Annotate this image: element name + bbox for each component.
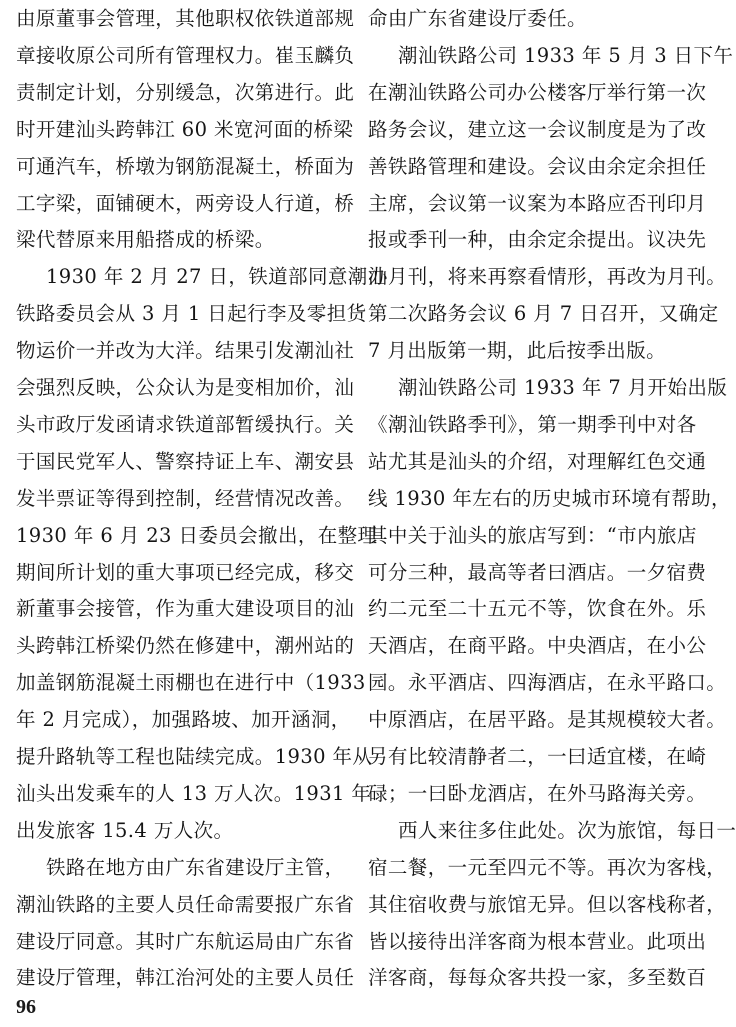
text-line: 建设厅管理，韩江治河处的主要人员任 xyxy=(16,966,355,990)
text-line: 线 1930 年左右的历史城市环境有帮助， xyxy=(368,486,731,510)
text-line: 皆以接待出洋客商为根本营业。此项出 xyxy=(368,929,707,953)
page-number: 96 xyxy=(16,996,36,1018)
text-line: 站尤其是汕头的介绍，对理解红色交通 xyxy=(368,449,707,473)
text-line: 由原董事会管理，其他职权依铁道部规 xyxy=(16,7,355,30)
text-line: 发半票证等得到控制，经营情况改善。 xyxy=(16,486,355,510)
text-line: 中原酒店，在居平路。是其规模较大者。 xyxy=(368,708,727,732)
text-line: 新董事会接管，作为重大建设项目的汕 xyxy=(16,597,355,621)
text-line: 另有比较清静者二，一曰适宜楼，在崎 xyxy=(368,745,707,768)
text-line: 可通汽车，桥墩为钢筋混凝土，桥面为 xyxy=(16,154,355,178)
text-line: 天酒店，在商平路。中央酒店，在小公 xyxy=(368,634,707,658)
text-line: 物运价一并改为大洋。结果引发潮汕社 xyxy=(16,339,355,363)
text-line: 报或季刊一种，由余定余提出。议决先 xyxy=(368,228,707,252)
text-line: 时开建汕头跨韩江 60 米宽河面的桥梁 xyxy=(16,117,354,141)
text-line: 1930 年 6 月 23 日委员会撤出，在整理 xyxy=(16,523,378,547)
text-line: 西人来往多住此处。次为旅馆，每日一 xyxy=(398,818,736,842)
text-line: 工字梁，面铺硬木，两旁设人行道，桥 xyxy=(16,191,355,215)
text-line: 办月刊，将来再察看情形，再改为月刊。 xyxy=(368,265,727,289)
text-line: 善铁路管理和建设。会议由余定余担任 xyxy=(368,154,707,178)
text-line: 铁路在地方由广东省建设厅主管， xyxy=(46,855,345,879)
text-line: 铁路委员会从 3 月 1 日起行李及零担货 xyxy=(16,302,367,326)
text-line: 期间所计划的重大事项已经完成，移交 xyxy=(16,560,355,584)
text-line: 于国民党军人、警察持证上车、潮安县 xyxy=(16,449,355,473)
text-line: 1930 年 2 月 27 日，铁道部同意潮汕 xyxy=(46,265,388,289)
text-line: 7 月出版第一期，此后按季出版。 xyxy=(368,339,667,363)
text-line: 梁代替原来用船搭成的桥梁。 xyxy=(16,228,275,252)
text-line: 其中关于汕头的旅店写到：“市内旅店 xyxy=(368,523,697,547)
text-line: 年 2 月完成），加强路坡、加开涵洞， xyxy=(16,708,351,732)
text-line: 宿二餐，一元至四元不等。再次为客栈， xyxy=(368,855,727,879)
text-line: 路务会议，建立这一会议制度是为了改 xyxy=(368,117,707,141)
text-line: 责制定计划，分别缓急，次第进行。此 xyxy=(16,80,355,104)
text-line: 加盖钢筋混凝土雨棚也在进行中（1933 xyxy=(16,671,366,695)
text-line: 园。永平酒店、四海酒店，在永平路口。 xyxy=(368,671,727,695)
text-line: 洋客商，每每众客共投一家，多至数百 xyxy=(368,966,707,990)
text-line: 提升路轨等工程也陆续完成。1930 年从 xyxy=(16,745,373,768)
text-line: 汕头出发乘车的人 13 万人次。1931 年 xyxy=(16,781,372,805)
text-line: 碌；一曰卧龙酒店，在外马路海关旁。 xyxy=(368,781,707,805)
text-line: 潮汕铁路公司 1933 年 7 月开始出版 xyxy=(398,376,728,399)
text-line: 第二次路务会议 6 月 7 日召开，又确定 xyxy=(368,302,719,326)
text-line: 出发旅客 15.4 万人次。 xyxy=(16,818,234,842)
text-line: 头市政厅发函请求铁道部暂缓执行。关 xyxy=(16,412,355,436)
text-line: 其住宿收费与旅馆无异。但以客栈称者， xyxy=(368,892,727,916)
text-line: 潮汕铁路公司 1933 年 5 月 3 日下午 xyxy=(398,43,734,67)
text-line: 《潮汕铁路季刊》，第一期季刊中对各 xyxy=(368,412,697,436)
text-line: 章接收原公司所有管理权力。崔玉麟负 xyxy=(16,43,355,67)
text-line: 命由广东省建设厅委任。 xyxy=(368,7,587,30)
text-line: 主席，会议第一议案为本路应否刊印月 xyxy=(368,191,707,215)
text-line: 约二元至二十五元不等，饮食在外。乐 xyxy=(368,597,707,621)
text-line: 建设厅同意。其时广东航运局由广东省 xyxy=(16,929,355,953)
text-line: 会强烈反映，公众认为是变相加价，汕 xyxy=(16,376,355,399)
text-line: 潮汕铁路的主要人员任命需要报广东省 xyxy=(16,892,355,916)
text-line: 头跨韩江桥梁仍然在修建中，潮州站的 xyxy=(16,634,355,658)
text-line: 在潮汕铁路公司办公楼客厅举行第一次 xyxy=(368,80,707,104)
text-line: 可分三种，最高等者曰酒店。一夕宿费 xyxy=(368,560,707,584)
